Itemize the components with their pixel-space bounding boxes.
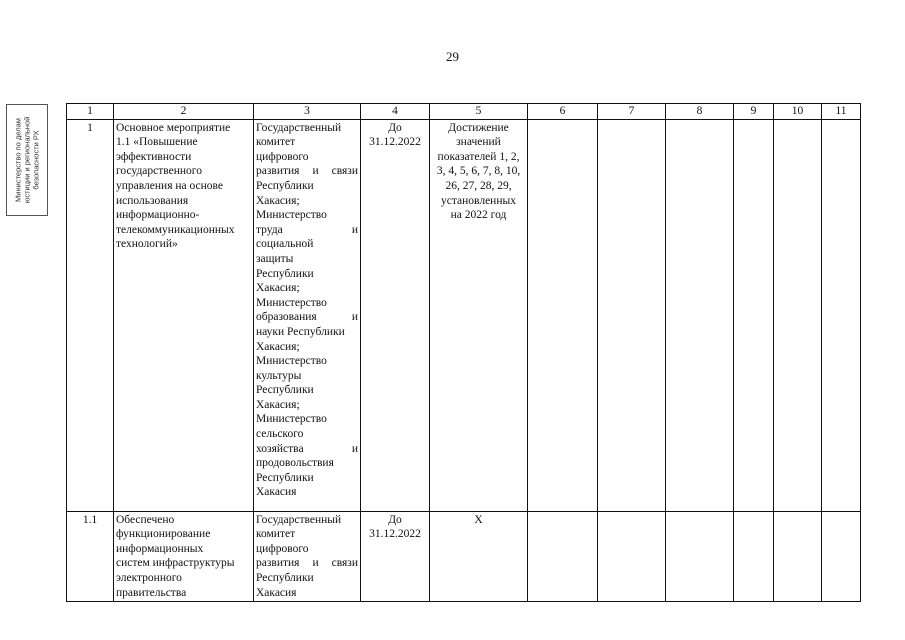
- executor-line: Республики: [256, 471, 314, 484]
- activity-name-line: функционирование: [116, 528, 211, 541]
- executor-line: Хакасия;: [256, 340, 300, 353]
- empty-cell: [734, 119, 774, 511]
- activity-name-line: управления на основе: [116, 179, 223, 192]
- row-number: 1.1: [67, 511, 114, 602]
- empty-cell: [666, 511, 734, 602]
- empty-cell: [528, 119, 598, 511]
- executor-line: Хакасия;: [256, 398, 300, 411]
- activity-name-cell: [114, 119, 254, 511]
- result-line: установленных: [441, 194, 516, 207]
- deadline-line: До: [388, 121, 402, 134]
- stamp-line: безопасности РХ: [31, 130, 41, 190]
- page-number: 29: [446, 49, 459, 64]
- stamp-line: Министерство по делам: [13, 118, 23, 202]
- executor-line: труда и: [256, 223, 358, 236]
- empty-cell: [666, 119, 734, 511]
- result-line: на 2022 год: [450, 209, 507, 222]
- result-cell: [430, 511, 528, 602]
- deadline-line: 31.12.2022: [369, 528, 421, 541]
- executor-line: культуры: [256, 369, 302, 382]
- executor-line: комитет: [256, 528, 296, 541]
- executor-line: Республики: [256, 179, 314, 192]
- deadline-cell: [361, 119, 430, 511]
- executor-line: Министерство: [256, 209, 327, 222]
- result-line: 26, 27, 28, 29,: [445, 179, 512, 192]
- table-row: [67, 119, 861, 511]
- executor-line: цифрового: [256, 542, 309, 555]
- activity-name-line: систем инфраструктуры: [116, 557, 235, 570]
- executor-line: Хакасия: [256, 586, 297, 599]
- executor-line: Министерство: [256, 355, 327, 368]
- activity-name-line: использования: [116, 194, 189, 207]
- column-header: 6: [528, 104, 598, 120]
- executor-line: образования и: [256, 311, 358, 324]
- activity-name-line: Основное мероприятие: [116, 121, 231, 134]
- empty-cell: [822, 119, 861, 511]
- executor-line: социальной: [256, 238, 314, 251]
- activity-name-line: государственного: [116, 165, 202, 178]
- activity-name-line: правительства: [116, 586, 187, 599]
- executor-line: Республики: [256, 267, 314, 280]
- executor-line: хозяйства и: [256, 442, 358, 455]
- activity-name-line: информационно-: [116, 209, 200, 222]
- empty-cell: [598, 511, 666, 602]
- stamp-line: юстиции и региональной: [22, 116, 32, 204]
- empty-cell: [734, 511, 774, 602]
- column-header: 3: [254, 104, 361, 120]
- stamp-text: [14, 107, 41, 213]
- column-header: 2: [114, 104, 254, 120]
- result-line: 3, 4, 5, 6, 7, 8, 10,: [436, 165, 521, 178]
- executor-line: защиты: [256, 252, 294, 265]
- result-cell: [430, 119, 528, 511]
- executor-line: Министерство: [256, 413, 327, 426]
- column-header: 4: [361, 104, 430, 120]
- executor-line: развития и связи: [256, 557, 358, 570]
- executor-line: науки Республики: [256, 325, 345, 338]
- executor-line: Хакасия;: [256, 282, 300, 295]
- executor-line: Республики: [256, 384, 314, 397]
- empty-cell: [822, 511, 861, 602]
- column-header: 8: [666, 104, 734, 120]
- table-header-row: [67, 104, 861, 120]
- executor-line: цифрового: [256, 150, 309, 163]
- executor-cell: [254, 119, 361, 511]
- column-header: 10: [774, 104, 822, 120]
- executor-line: комитет: [256, 136, 296, 149]
- result-line: показателей 1, 2,: [437, 150, 520, 163]
- column-header: 7: [598, 104, 666, 120]
- activity-name-line: 1.1 «Повышение: [116, 136, 198, 149]
- empty-cell: [774, 511, 822, 602]
- deadline-cell: [361, 511, 430, 602]
- activity-name-line: эффективности: [116, 150, 192, 163]
- table-row: [67, 511, 861, 602]
- activity-name-line: Обеспечено: [116, 513, 175, 526]
- activity-name-cell: [114, 511, 254, 602]
- column-header: 5: [430, 104, 528, 120]
- executor-line: сельского: [256, 428, 304, 441]
- executor-line: Хакасия;: [256, 194, 300, 207]
- executor-line: Министерство: [256, 296, 327, 309]
- activity-name-line: технологий»: [116, 238, 178, 251]
- deadline-line: 31.12.2022: [369, 136, 421, 149]
- registration-stamp: [6, 104, 48, 216]
- executor-line: развития и связи: [256, 165, 358, 178]
- deadline-line: До: [388, 513, 402, 526]
- executor-line: продовольствия: [256, 457, 334, 470]
- result-line: Х: [474, 513, 483, 526]
- column-header: 9: [734, 104, 774, 120]
- result-line: значений: [456, 136, 501, 149]
- activities-table: [66, 103, 861, 602]
- executor-line: Государственный: [256, 513, 342, 526]
- column-header: 1: [67, 104, 114, 120]
- activity-name-line: телекоммуникационных: [116, 223, 235, 236]
- activity-name-line: электронного: [116, 571, 182, 584]
- empty-cell: [598, 119, 666, 511]
- empty-cell: [528, 511, 598, 602]
- activity-name-line: информационных: [116, 542, 204, 555]
- result-line: Достижение: [448, 121, 509, 134]
- empty-cell: [774, 119, 822, 511]
- executor-line: Государственный: [256, 121, 342, 134]
- executor-line: Республики: [256, 571, 314, 584]
- executor-cell: [254, 511, 361, 602]
- row-number: 1: [67, 119, 114, 511]
- column-header: 11: [822, 104, 861, 120]
- executor-line: Хакасия: [256, 486, 297, 499]
